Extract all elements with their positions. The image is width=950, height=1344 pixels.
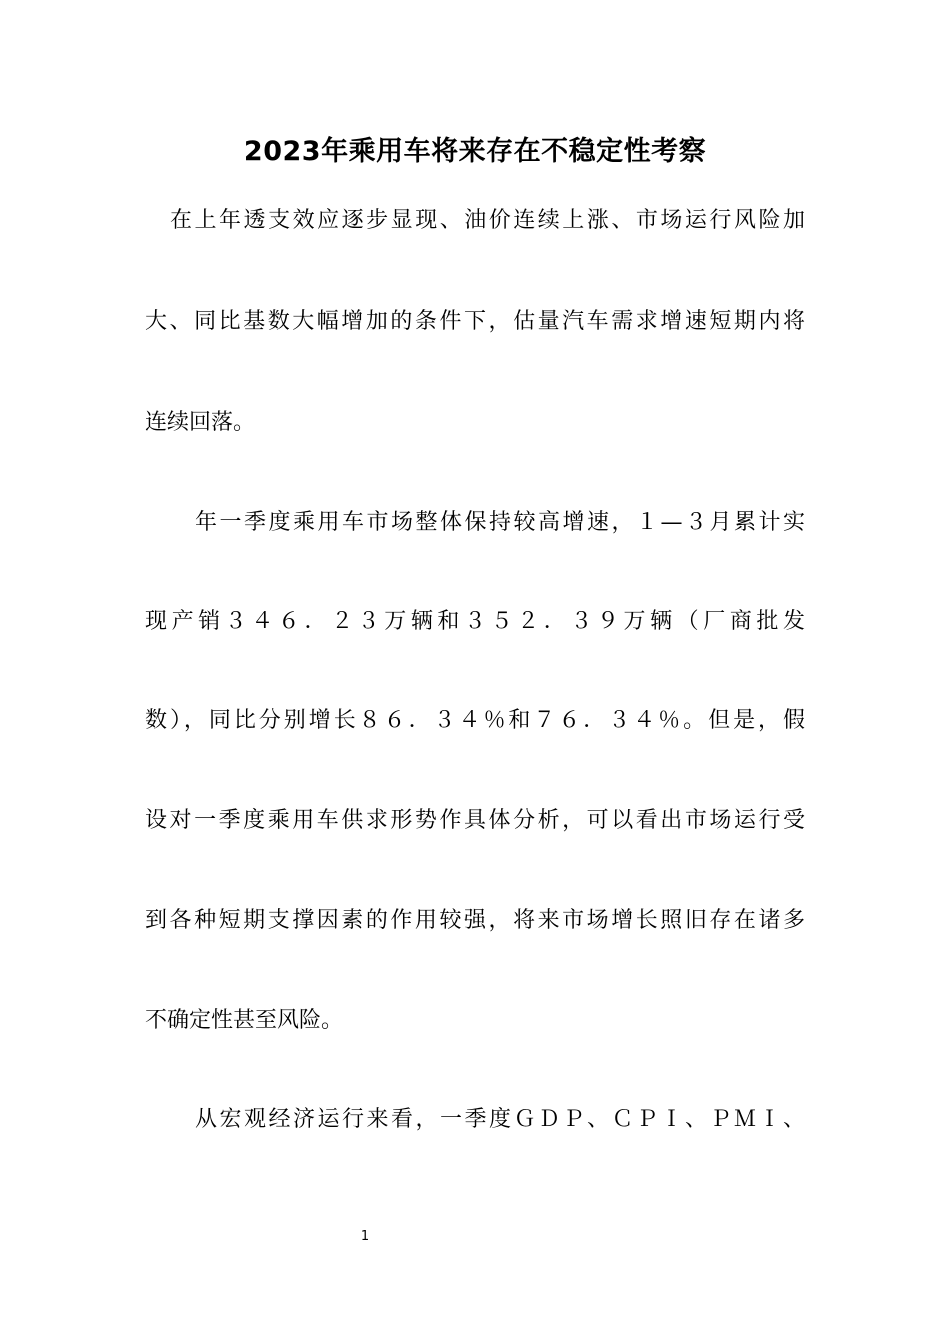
paragraph-2-line-6: 不确定性甚至风险。 [145, 1008, 344, 1033]
paragraph-2-line-1: 年一季度乘用车市场整体保持较高增速，１—３月累计实 [195, 510, 805, 535]
paragraph-1-line-1: 在上年透支效应逐步显现、油价连续上涨、市场运行风险加 [170, 208, 805, 233]
paragraph-2-line-2: 现产销３４６．２３万辆和３５２．３９万辆（厂商批发 [145, 609, 805, 634]
page-number: 1 [360, 1229, 370, 1244]
paragraph-1-line-3: 连续回落。 [145, 410, 256, 435]
paragraph-2-line-5: 到各种短期支撑因素的作用较强，将来市场增长照旧存在诸多 [145, 908, 805, 933]
paragraph-1-line-2: 大、同比基数大幅增加的条件下，估量汽车需求增速短期内将 [145, 309, 805, 334]
document-title: 2023年乘用车将来存在不稳定性考察 [243, 136, 707, 167]
paragraph-2-line-3: 数），同比分别增长８６．３４％和７６．３４％。但是，假 [145, 708, 805, 733]
paragraph-3-line-1: 从宏观经济运行来看，一季度ＧＤＰ、ＣＰＩ、ＰＭＩ、 [195, 1107, 805, 1132]
paragraph-2-line-4: 设对一季度乘用车供求形势作具体分析，可以看出市场运行受 [145, 808, 805, 833]
